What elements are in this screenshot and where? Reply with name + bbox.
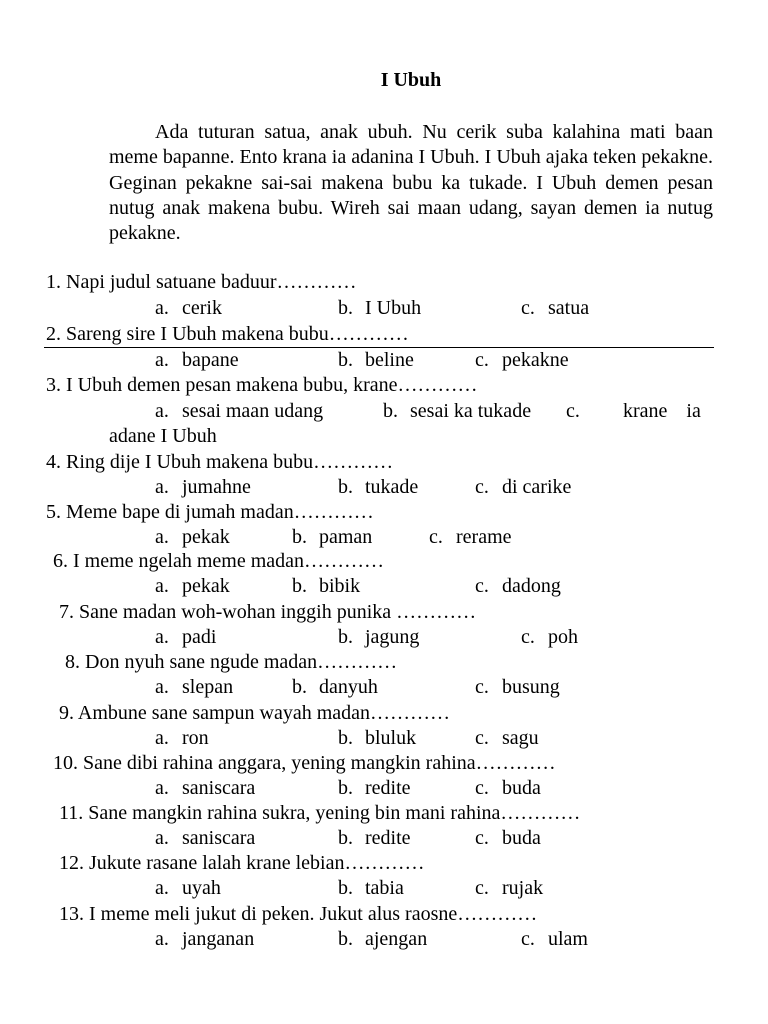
answer-option-c[interactable] [475,475,571,500]
option-letter: a. [155,349,169,371]
option-text: ia [686,400,701,422]
option-letter: b. [292,575,307,597]
option-text: rujak [502,877,544,899]
option-text: pekakne [502,349,569,371]
option-letter: b. [338,928,353,950]
option-letter: a. [155,400,169,422]
option-text: tabia [365,877,404,899]
answer-option-b[interactable] [383,399,531,424]
question-6 [53,549,384,574]
option-text: ron [182,727,209,749]
question-number: 2. [46,323,61,345]
answer-option-b[interactable] [338,625,419,650]
answer-option-b[interactable] [338,296,421,321]
option-letter: c. [521,626,535,648]
question-number: 5. [46,501,61,523]
question-number: 13. [59,903,84,925]
question-text: I meme ngelah meme madan………… [73,550,385,572]
answer-option-c[interactable] [566,399,701,424]
option-letter: b. [338,476,353,498]
option-text: jumahne [182,476,251,498]
question-3 [46,373,478,398]
answer-option-a[interactable] [155,876,221,901]
question-9 [59,701,450,726]
answer-option-c[interactable] [521,625,578,650]
question-text: Jukute rasane lalah krane lebian………… [89,852,425,874]
question-number: 10. [53,752,78,774]
option-text: bluluk [365,727,417,749]
question-2 [46,322,409,347]
question-text: Sareng sire I Ubuh makena bubu………… [66,323,409,345]
option-letter: b. [338,777,353,799]
option-letter: b. [338,626,353,648]
question-11 [59,801,580,826]
question-number: 3. [46,374,61,396]
question-text: Sane madan woh-wohan inggih punika ………… [79,601,477,623]
question-text: Don nyuh sane ngude madan………… [85,651,398,673]
answer-option-c[interactable] [475,776,541,801]
question-7 [59,600,476,625]
option-text: ulam [548,928,588,950]
option-text: I Ubuh [365,297,422,319]
option-text: krane [623,400,668,422]
answer-option-a[interactable] [155,826,255,851]
option-letter: a. [155,877,169,899]
page-title: I Ubuh [380,69,442,91]
option-text: jagung [365,626,420,648]
question-10 [53,751,556,776]
answer-option-b[interactable] [292,525,372,550]
question-13 [59,902,537,927]
option-text: poh [548,626,578,648]
option-letter: c. [475,676,489,698]
option-letter: b. [292,676,307,698]
option-text: danyuh [319,676,378,698]
answer-option-a[interactable] [155,574,230,599]
answer-option-c[interactable] [475,726,539,751]
option-text: bapane [182,349,239,371]
answer-option-a[interactable] [155,296,222,321]
option-letter: c. [475,827,489,849]
option-text: rerame [456,526,512,548]
option-text: saniscara [182,827,256,849]
option-letter: a. [155,676,169,698]
question-number: 7. [59,601,74,623]
answer-option-c[interactable] [475,826,541,851]
option-text: bibik [319,575,361,597]
story-paragraph: Ada tuturan satua, anak ubuh. Nu cerik suba kalahina mati baan meme bapanne. Ento krana ia adanina I Ubuh. I Ubuh ajaka teken pekakne. Geginan pekakne sai-sai makena bubu ka tukade. I Ubuh demen pesan nutug anak makena bubu. Wireh sai maan udang, sayan demen ia nutug pekakne. [109,121,713,245]
question-text: Sane dibi rahina anggara, yening mangkin rahina………… [83,752,556,774]
option-text: sesai maan udang [182,400,324,422]
option-text: di carike [502,476,572,498]
answer-option-b[interactable] [338,348,414,373]
question-text: Ring dije I Ubuh makena bubu………… [66,451,394,473]
option-text: beline [365,349,414,371]
question-text: I meme meli jukut di peken. Jukut alus raosne………… [89,903,538,925]
option-letter: c. [475,349,489,371]
answer-option-a[interactable] [155,675,233,700]
option-text: redite [365,827,411,849]
answer-option-a[interactable] [155,525,230,550]
answer-option-b[interactable] [292,675,378,700]
option-letter: a. [155,827,169,849]
question-text: Sane mangkin rahina sukra, yening bin mani rahina………… [88,802,581,824]
answer-option-c[interactable] [429,525,512,550]
answer-option-c[interactable] [475,348,569,373]
option-text: redite [365,777,411,799]
option-letter: a. [155,777,169,799]
answer-option-a[interactable] [155,927,254,952]
option-text: uyah [182,877,221,899]
answer-option-c[interactable] [475,876,543,901]
option-text: slepan [182,676,234,698]
answer-option-b[interactable] [338,475,418,500]
option-letter: b. [338,297,353,319]
answer-option-c[interactable] [475,574,561,599]
option-text: tukade [365,476,419,498]
option-text: sagu [502,727,539,749]
option-text: buda [502,827,541,849]
option-letter: a. [155,526,169,548]
option-letter: b. [338,349,353,371]
question-4 [46,450,393,475]
option-letter: b. [292,526,307,548]
option-letter: c. [475,575,489,597]
answer-option-a[interactable] [155,726,209,751]
option-letter: a. [155,626,169,648]
option-text: saniscara [182,777,256,799]
question-number: 11. [59,802,84,824]
question-8 [65,650,397,675]
answer-option-b[interactable] [338,876,404,901]
question-number: 6. [53,550,68,572]
question-text: Napi judul satuane baduur………… [66,271,357,293]
option-letter: b. [338,727,353,749]
option-letter: a. [155,297,169,319]
question-number: 12. [59,852,84,874]
option-text: dadong [502,575,561,597]
answer-option-c[interactable] [521,296,589,321]
option-letter: c. [521,928,535,950]
question-5 [46,500,374,525]
option-letter: b. [383,400,398,422]
option-text: pekak [182,526,230,548]
question-number: 1. [46,271,61,293]
question-text: I Ubuh demen pesan makena bubu, krane………… [66,374,478,396]
answer-option-c[interactable] [521,927,588,952]
option-text: busung [502,676,560,698]
answer-option-a[interactable] [155,625,216,650]
answer-option-b[interactable] [292,574,360,599]
answer-option-b[interactable] [338,726,416,751]
option-letter: c. [566,400,580,422]
option-letter: a. [155,476,169,498]
option-letter: c. [475,476,489,498]
question-1 [46,270,357,295]
option-letter: a. [155,727,169,749]
option-text: paman [319,526,373,548]
option-text: satua [548,297,590,319]
answer-option-c[interactable] [475,675,560,700]
question-text: Meme bape di jumah madan………… [66,501,374,523]
question-number: 9. [59,702,74,724]
option-letter: c. [429,526,443,548]
option-letter: c. [475,777,489,799]
option-letter: c. [475,877,489,899]
option-text: buda [502,777,541,799]
option-text: sesai ka tukade [410,400,532,422]
question-number: 4. [46,451,61,473]
option-text: pekak [182,575,230,597]
option-text: cerik [182,297,222,319]
question-12 [59,851,424,876]
option-letter: b. [338,827,353,849]
answer-option-a[interactable] [155,475,251,500]
answer-option-b[interactable] [338,776,411,801]
option-text-continued: adane I Ubuh [109,425,217,447]
option-text: janganan [182,928,255,950]
option-letter: b. [338,877,353,899]
answer-option-b[interactable] [338,927,427,952]
option-text: padi [182,626,217,648]
option-letter: c. [521,297,535,319]
answer-option-a[interactable] [155,776,255,801]
question-number: 8. [65,651,80,673]
divider-line [44,347,714,348]
answer-option-b[interactable] [338,826,411,851]
option-letter: c. [475,727,489,749]
answer-option-a[interactable] [155,399,323,424]
question-text: Ambune sane sampun wayah madan………… [77,702,451,724]
option-letter: a. [155,928,169,950]
option-letter: a. [155,575,169,597]
answer-option-a[interactable] [155,348,239,373]
option-text: ajengan [365,928,428,950]
